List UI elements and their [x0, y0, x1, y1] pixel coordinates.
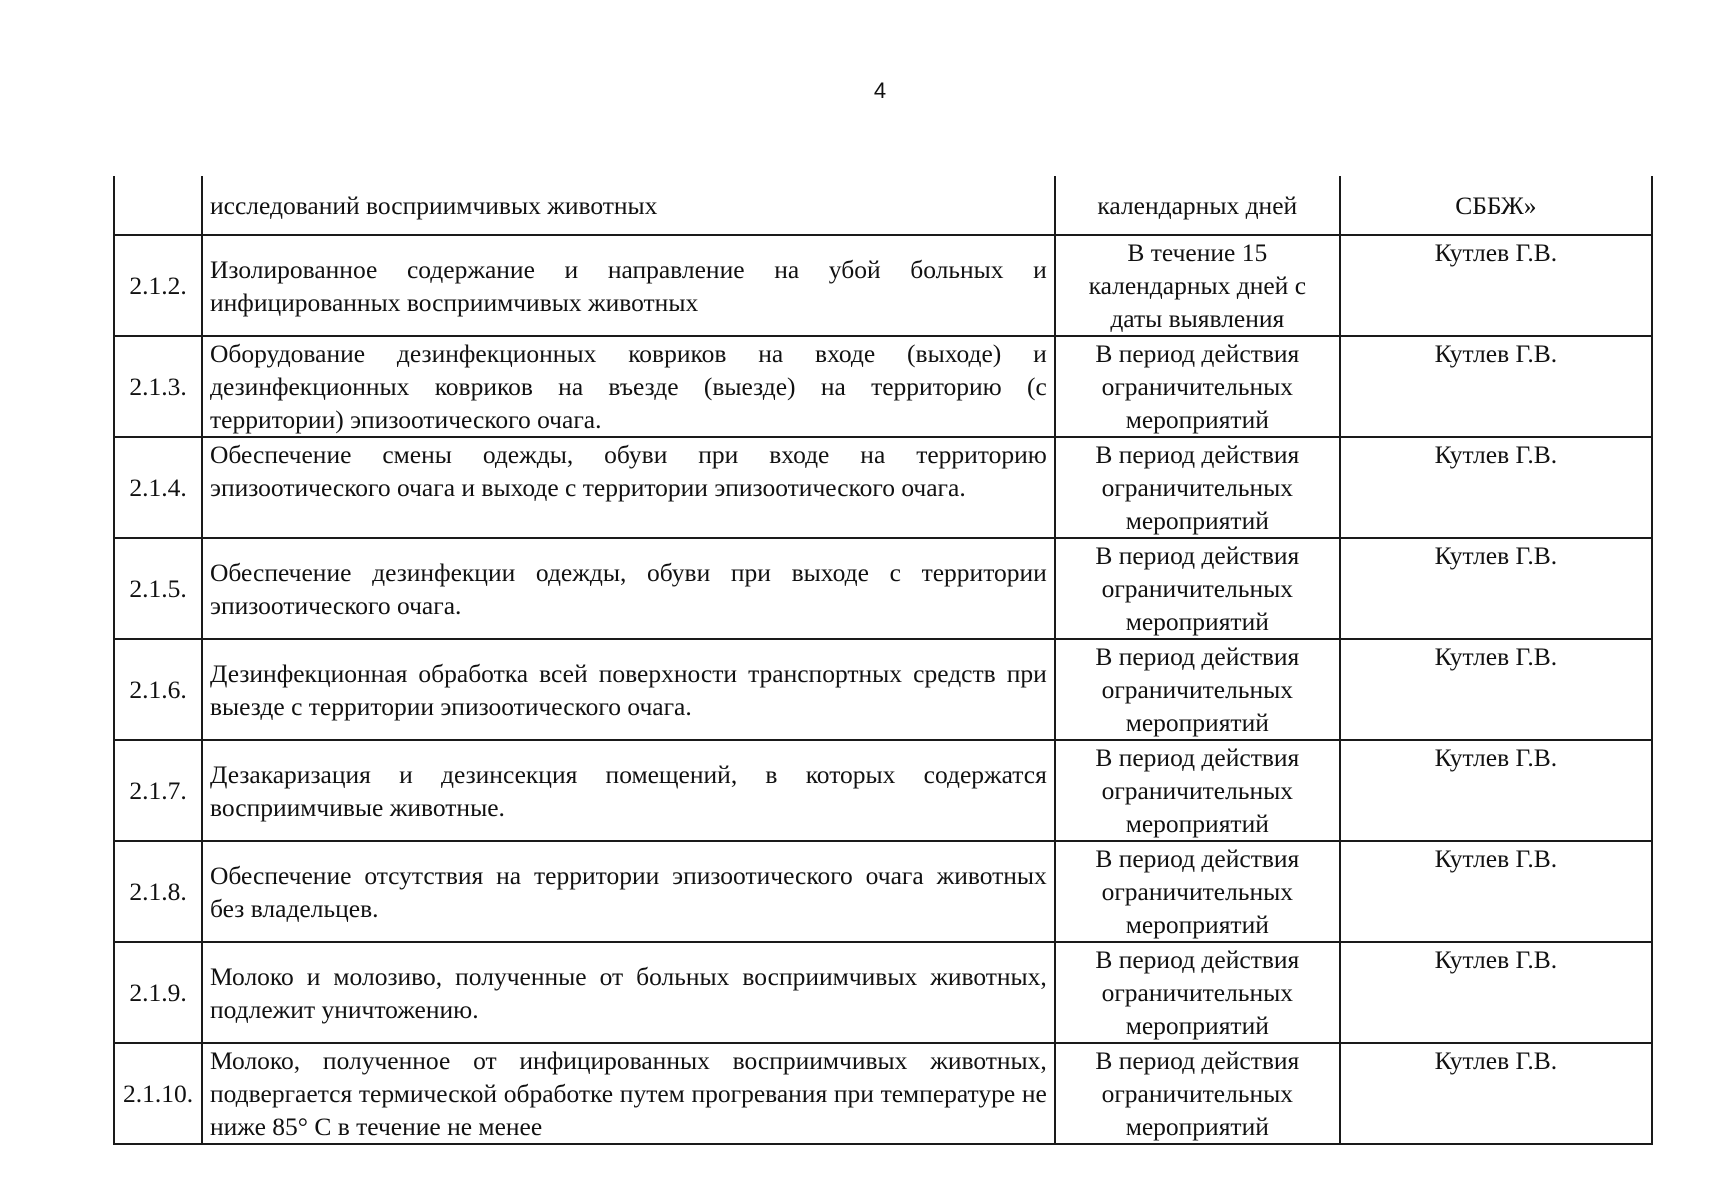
measure-description: Дезакаризация и дезинсекция помещений, в которых содержатся восприимчивые животные.	[202, 740, 1055, 841]
page-number: 4	[873, 78, 887, 103]
measure-description: Дезинфекционная обработка всей поверхности транспортных средств при выезде с территории эпизоотического очага.	[202, 639, 1055, 740]
table-row	[114, 437, 1652, 538]
table-row	[114, 235, 1652, 336]
row-number: 2.1.4.	[114, 437, 202, 538]
row-number: 2.1.7.	[114, 740, 202, 841]
measure-term: В период действия ограничительных мероприятий	[1055, 437, 1340, 538]
measure-responsible: Кутлев Г.В.	[1340, 437, 1652, 538]
row-number-cell	[114, 176, 202, 235]
measure-term: В период действия ограничительных мероприятий	[1055, 740, 1340, 841]
table-row	[114, 942, 1652, 1043]
measure-responsible: Кутлев Г.В.	[1340, 235, 1652, 336]
measure-description: Молоко, полученное от инфицированных восприимчивых животных, подвергается термической обработке путем прогревания при температуре не ниже 85° С в течение не менее	[202, 1043, 1055, 1144]
measure-description: Обеспечение отсутствия на территории эпизоотического очага животных без владельцев.	[202, 841, 1055, 942]
measure-term: В период действия ограничительных мероприятий	[1055, 942, 1340, 1043]
row-number: 2.1.10.	[114, 1043, 202, 1144]
measure-term: В период действия ограничительных мероприятий	[1055, 639, 1340, 740]
measure-term: календарных дней	[1055, 176, 1340, 235]
measure-responsible: СББЖ»	[1340, 176, 1652, 235]
row-number: 2.1.5.	[114, 538, 202, 639]
measure-description: Оборудование дезинфекционных ковриков на входе (выходе) и дезинфекционных ковриков на въезде (выезде) на территорию (с территории) эпизоотического очага.	[202, 336, 1055, 437]
measure-responsible: Кутлев Г.В.	[1340, 740, 1652, 841]
measure-description: Изолированное содержание и направление на убой больных и инфицированных восприимчивых животных	[202, 235, 1055, 336]
measure-description: Молоко и молозиво, полученные от больных восприимчивых животных, подлежит уничтожению.	[202, 942, 1055, 1043]
table-row-continuation	[114, 176, 1652, 235]
table-row	[114, 538, 1652, 639]
measure-responsible: Кутлев Г.В.	[1340, 1043, 1652, 1144]
measure-term: В период действия ограничительных мероприятий	[1055, 1043, 1340, 1144]
measure-term: В течение 15 календарных дней с даты выявления	[1055, 235, 1340, 336]
table-row	[114, 336, 1652, 437]
measure-term: В период действия ограничительных мероприятий	[1055, 538, 1340, 639]
row-number: 2.1.9.	[114, 942, 202, 1043]
row-number: 2.1.6.	[114, 639, 202, 740]
table-row	[114, 639, 1652, 740]
measure-responsible: Кутлев Г.В.	[1340, 336, 1652, 437]
table-row	[114, 1043, 1652, 1144]
measure-description: Обеспечение смены одежды, обуви при входе на территорию эпизоотического очага и выходе с территории эпизоотического очага.	[202, 437, 1055, 538]
measure-responsible: Кутлев Г.В.	[1340, 942, 1652, 1043]
table-row	[114, 841, 1652, 942]
measure-responsible: Кутлев Г.В.	[1340, 841, 1652, 942]
row-number: 2.1.8.	[114, 841, 202, 942]
measure-description: Обеспечение дезинфекции одежды, обуви при выходе с территории эпизоотического очага.	[202, 538, 1055, 639]
measure-responsible: Кутлев Г.В.	[1340, 538, 1652, 639]
measures-table	[113, 176, 1653, 1145]
row-number: 2.1.2.	[114, 235, 202, 336]
row-number: 2.1.3.	[114, 336, 202, 437]
measure-responsible: Кутлев Г.В.	[1340, 639, 1652, 740]
measure-term: В период действия ограничительных мероприятий	[1055, 841, 1340, 942]
measure-term: В период действия ограничительных мероприятий	[1055, 336, 1340, 437]
measure-description: исследований восприимчивых животных	[202, 176, 1055, 235]
table-row	[114, 740, 1652, 841]
